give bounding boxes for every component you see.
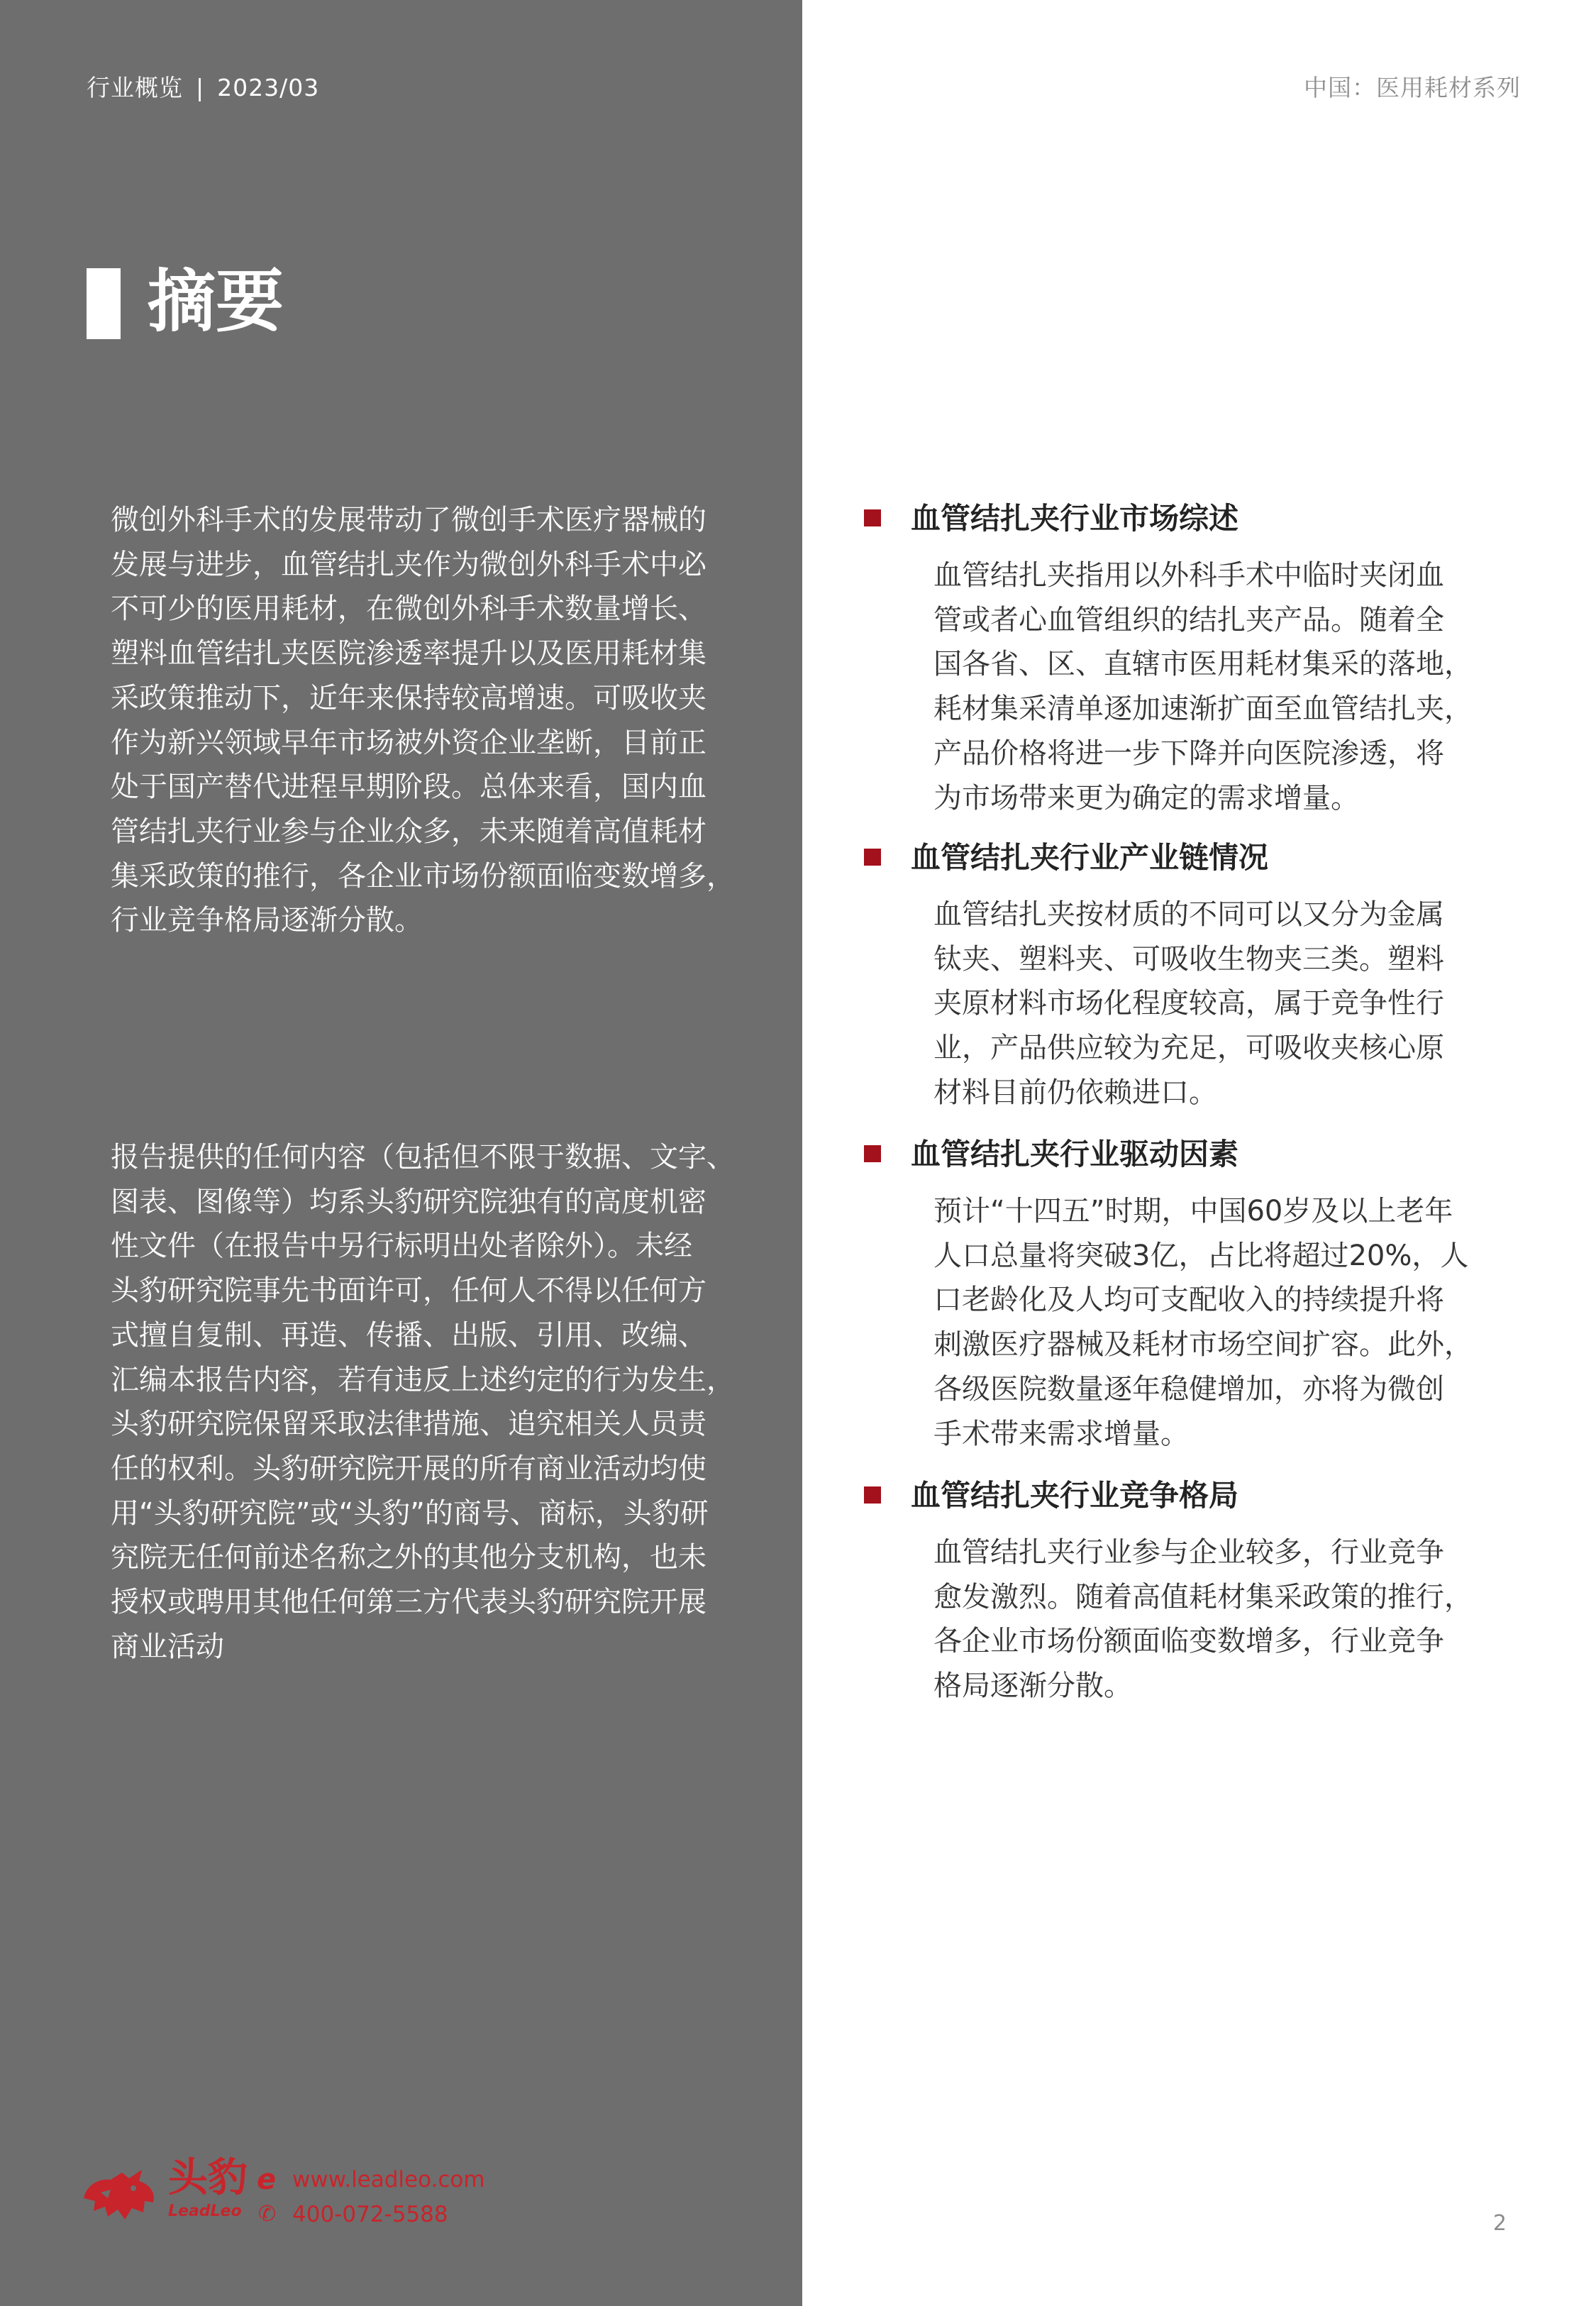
square-bullet-icon xyxy=(864,1145,881,1162)
section-competition xyxy=(864,1474,1524,1709)
section-title: 血管结扎夹行业市场综述 xyxy=(911,501,1239,536)
section-header xyxy=(864,497,1524,541)
logo-brand: 头豹 xyxy=(168,2155,248,2201)
disclaimer-paragraph: 报告提供的任何内容（包括但不限于数据、文字、 图表、图像等）均系头豹研究院独有的高度机密 性文件（在报告中另行标明出处者除外）。未经 头豹研究院事先书面许可，任何人不得以任何方 式擅自复制、再造、传播、出版、引用、改编、 汇编本报告内容，若有违反上述约定的行为发生， 头豹研究院保留采取法律措施、追究相关人员责 任的权利。头豹研究院开展的所有商业活动均使 用“头豹研究院”或“头豹”的商号、商标，头豹研 究院无任何前述名称之外的其他分支机构，也未 授权或聘用其他任何第三方代表头豹研究院开展 商业活动 xyxy=(111,1141,735,1663)
e-icon: e xyxy=(257,2163,277,2196)
square-bullet-icon xyxy=(864,509,881,526)
logo-brand-en: LeadLeo xyxy=(168,2202,242,2220)
phone-icon: ✆ xyxy=(258,2202,277,2227)
header-series: 中国：医用耗材系列 xyxy=(1304,74,1521,101)
section-body: 预计“十四五”时期，中国60岁及以上老年 人口总量将突破3亿，占比将超过20%，人 口老龄化及人均可支配收入的持续提升将 刺激医疗器械及耗材市场空间扩容。此外， 各级医院数量逐年稳健增加，亦将为微创 手术带来需求增量。 xyxy=(933,1195,1473,1450)
section-header xyxy=(864,1132,1524,1176)
section-title: 血管结扎夹行业产业链情况 xyxy=(911,840,1269,875)
section-title: 血管结扎夹行业竞争格局 xyxy=(911,1478,1239,1513)
square-bullet-icon xyxy=(864,1486,881,1504)
section-header xyxy=(864,836,1524,880)
website-link[interactable]: www.leadleo.com xyxy=(292,2167,485,2192)
summary-paragraph: 微创外科手术的发展带动了微创手术医疗器械的 发展与进步，血管结扎夹作为微创外科手术中必 不可少的医用耗材，在微创外科手术数量增长、 塑料血管结扎夹医院渗透率提升以及医用耗材集 采政策推动下，近年来保持较高增速。可吸收夹 作为新兴领域早年市场被外资企业垄断，目前正 处于国产替代进程早期阶段。总体来看，国内血 管结扎夹行业参与企业众多，未来随着高值耗材 集采政策的推行，各企业市场份额面临变数增多， 行业竞争格局逐渐分散。 xyxy=(111,504,735,937)
header-date: 2023/03 xyxy=(217,74,320,101)
page-title: 摘要 xyxy=(148,262,284,341)
section-header xyxy=(864,1474,1524,1518)
square-bullet-icon xyxy=(864,849,881,866)
section-title: 血管结扎夹行业驱动因素 xyxy=(911,1137,1239,1171)
header-left xyxy=(87,70,319,103)
leopard-logo-icon xyxy=(79,2157,159,2225)
phone-number: 400-072-5588 xyxy=(292,2202,448,2227)
section-body: 血管结扎夹指用以外科手术中临时夹闭血 管或者心血管组织的结扎夹产品。随着全 国各省、区、直辖市医用耗材集采的落地， 耗材集采清单逐加速渐扩面至血管结扎夹， 产品价格将进一步下降并向医院渗透，将 为市场带来更为确定的需求增量。 xyxy=(933,559,1473,815)
section-market-overview xyxy=(864,497,1524,820)
header-separator: | xyxy=(196,74,205,101)
header-category: 行业概览 xyxy=(87,74,183,101)
section-industry-chain xyxy=(864,836,1524,1115)
section-drivers xyxy=(864,1132,1524,1456)
section-body: 血管结扎夹行业参与企业较多，行业竞争 愈发激烈。随着高值耗材集采政策的推行， 各企业市场份额面临变数增多，行业竞争 格局逐渐分散。 xyxy=(933,1536,1473,1703)
page-number: 2 xyxy=(1492,2211,1507,2236)
title-bar xyxy=(87,268,121,339)
section-body: 血管结扎夹按材质的不同可以又分为金属 钛夹、塑料夹、可吸收生物夹三类。塑料 夹原材料市场化程度较高，属于竞争性行 业，产品供应较为充足，可吸收夹核心原 材料目前仍依赖进口。 xyxy=(933,898,1444,1109)
leadleo-logo xyxy=(79,2155,485,2234)
